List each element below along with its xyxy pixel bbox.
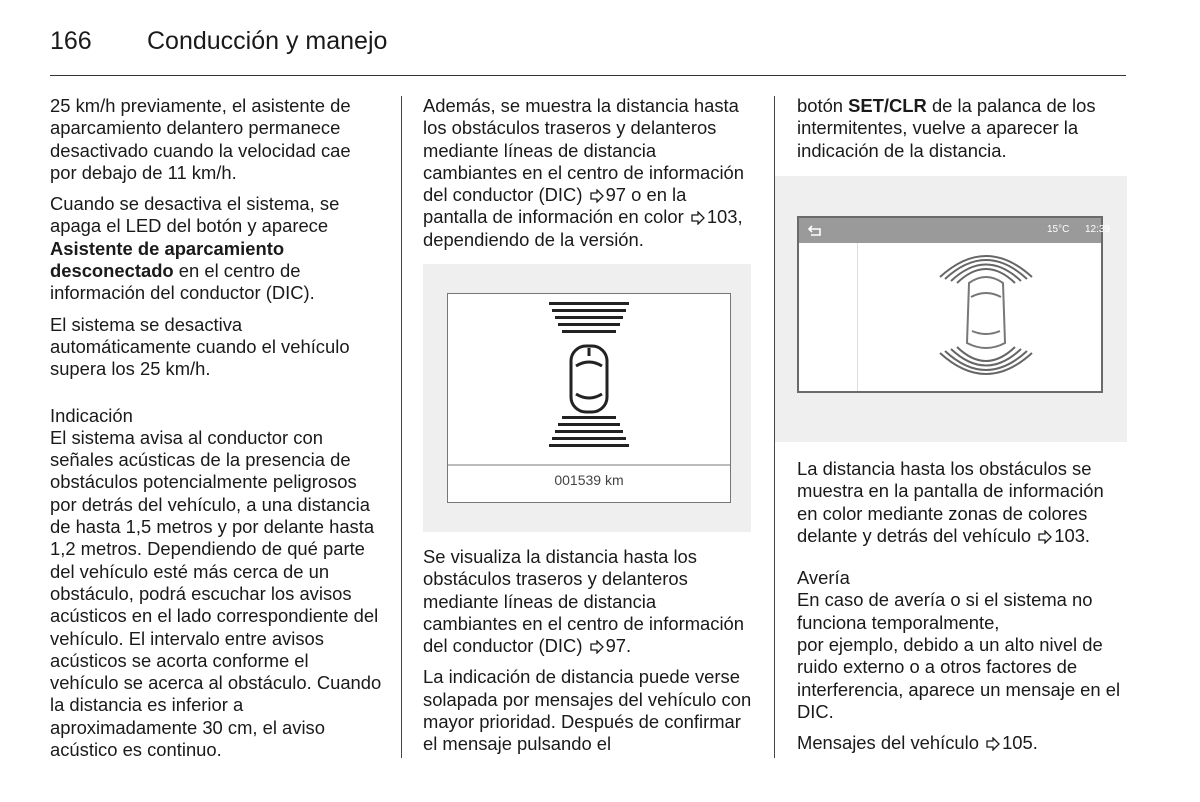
paragraph: La indicación de distancia puede verse solapada por mensajes del vehículo con mayor prioridad. Después de confirmar el mensaje pulsando el [423, 666, 752, 755]
paragraph [50, 193, 382, 304]
section-title: Conducción y manejo [147, 27, 388, 55]
heading-averia: Avería [797, 567, 850, 589]
reference-page-number: 103 [706, 206, 738, 228]
column-2 [423, 95, 755, 260]
paragraph [797, 458, 1129, 547]
column-3-lower [797, 458, 1129, 764]
header-divider [50, 75, 1126, 76]
rear-zone-arcs [940, 347, 1032, 374]
text-run: Cuando se desactiva el sistema, se apaga el LED del botón y aparece [50, 193, 340, 237]
paragraph: 25 km/h previamente, el asistente de aparcamiento delantero permanece desactivado cuando la velocidad cae por debajo de 11 km/h. [50, 95, 351, 183]
dic-display [447, 293, 731, 503]
dic-separator [448, 464, 730, 466]
page-reference[interactable] [1036, 525, 1085, 546]
text-run: Además, se muestra la distancia hasta los obstáculos traseros y delanteros mediante líneas de distancia cambiantes en el centro de información del conductor (DIC) [423, 95, 744, 206]
color-info-screen [797, 216, 1111, 393]
column-3 [797, 95, 1129, 171]
heading-indicacion: Indicación [50, 404, 133, 426]
text-run: La distancia hasta los obstáculos se muestra en la pantalla de información en color mediante zonas de colores delante y detrás del vehículo [797, 458, 1104, 546]
reference-page-number: 97 [605, 635, 627, 657]
back-arrow-icon[interactable] [807, 224, 823, 237]
page-reference-arrow-icon [1038, 530, 1052, 544]
parking-zones-graphic [799, 243, 1101, 391]
parking-distance-graphic [448, 294, 730, 464]
page-reference-arrow-icon [691, 211, 705, 225]
column-divider [401, 96, 402, 758]
page-header [50, 26, 1126, 76]
reference-page-number: 103 [1054, 524, 1085, 546]
text-run: . [1032, 732, 1038, 754]
reference-page-number: 97 [605, 184, 627, 206]
screen-status-bar [799, 218, 1111, 243]
paragraph [423, 546, 755, 657]
bold-term: Asistente de aparcamiento desconectado [50, 237, 285, 282]
page-reference-arrow-icon [590, 189, 604, 203]
paragraph: En caso de avería o si el sistema no funciona temporalmente, [797, 589, 1093, 633]
text-run: Se visualiza la distancia hasta los obstáculos traseros y delanteros mediante líneas de distancia cambiantes en el centro de información del conductor (DIC) [423, 546, 744, 657]
front-distance-lines [549, 302, 629, 333]
odometer-readout: 001539 km [554, 472, 624, 488]
column-1 [50, 95, 382, 770]
screen-clock: 12:39 [1085, 224, 1111, 235]
text-run: Mensajes del vehículo [797, 732, 985, 754]
paragraph [423, 95, 755, 251]
rear-distance-lines [549, 416, 629, 447]
page-reference-arrow-icon [986, 737, 1000, 751]
paragraph: El sistema avisa al conductor con señales acústicas de la presencia de obstáculos potencialmente peligrosos por detrás del vehículo, a una distancia de hasta 1,5 metros y por delante hasta 1,2 metros. Dependiendo de qué parte del vehículo esté más cerca de un obstáculo, podrá escuchar los avisos acústicos en el lado correspondiente del vehículo. El intervalo entre avisos acústicos se acorta conforme el vehículo se acerca al obstáculo. Cuando la distancia es inferior a aproximadamente 30 cm, el aviso acústico es continuo. [50, 426, 382, 761]
page-reference-arrow-icon [590, 640, 604, 654]
page-number: 166 [50, 27, 92, 55]
reference-page-number: 105 [1002, 732, 1033, 754]
page-reference[interactable] [689, 206, 738, 227]
paragraph: por ejemplo, debido a un alto nivel de ruido externo o a otros factores de interferencia, aparece un mensaje en el DIC. [797, 634, 1121, 722]
text-run: , dependiendo de la versión. [423, 206, 743, 250]
text-run: . [626, 635, 632, 657]
text-run: botón [797, 95, 849, 116]
column-2-lower [423, 546, 755, 765]
text-run: de la palanca de los intermitentes, vuelve a aparecer la indicación de la distancia. [797, 95, 1096, 161]
text-run: o en la pantalla de información en color [423, 184, 689, 228]
page-reference[interactable] [588, 635, 626, 656]
page-reference[interactable] [984, 732, 1033, 753]
paragraph [797, 732, 1129, 754]
text-run: . [1084, 524, 1091, 546]
paragraph [797, 95, 1129, 162]
figure-color-info-display [775, 176, 1127, 442]
page-reference[interactable] [588, 184, 626, 205]
screen-temperature: 15°C [1047, 224, 1070, 235]
bold-term: SET/CLR [848, 95, 927, 116]
car-top-view-icon [967, 277, 1005, 348]
figure-dic-parking-display [423, 264, 751, 532]
paragraph: El sistema se desactiva automáticamente cuando el vehículo supera los 25 km/h. [50, 313, 350, 380]
text-run: en el centro de información del conductor (DIC). [50, 260, 315, 304]
front-zone-arcs [940, 256, 1032, 283]
car-top-view-icon [571, 346, 607, 412]
